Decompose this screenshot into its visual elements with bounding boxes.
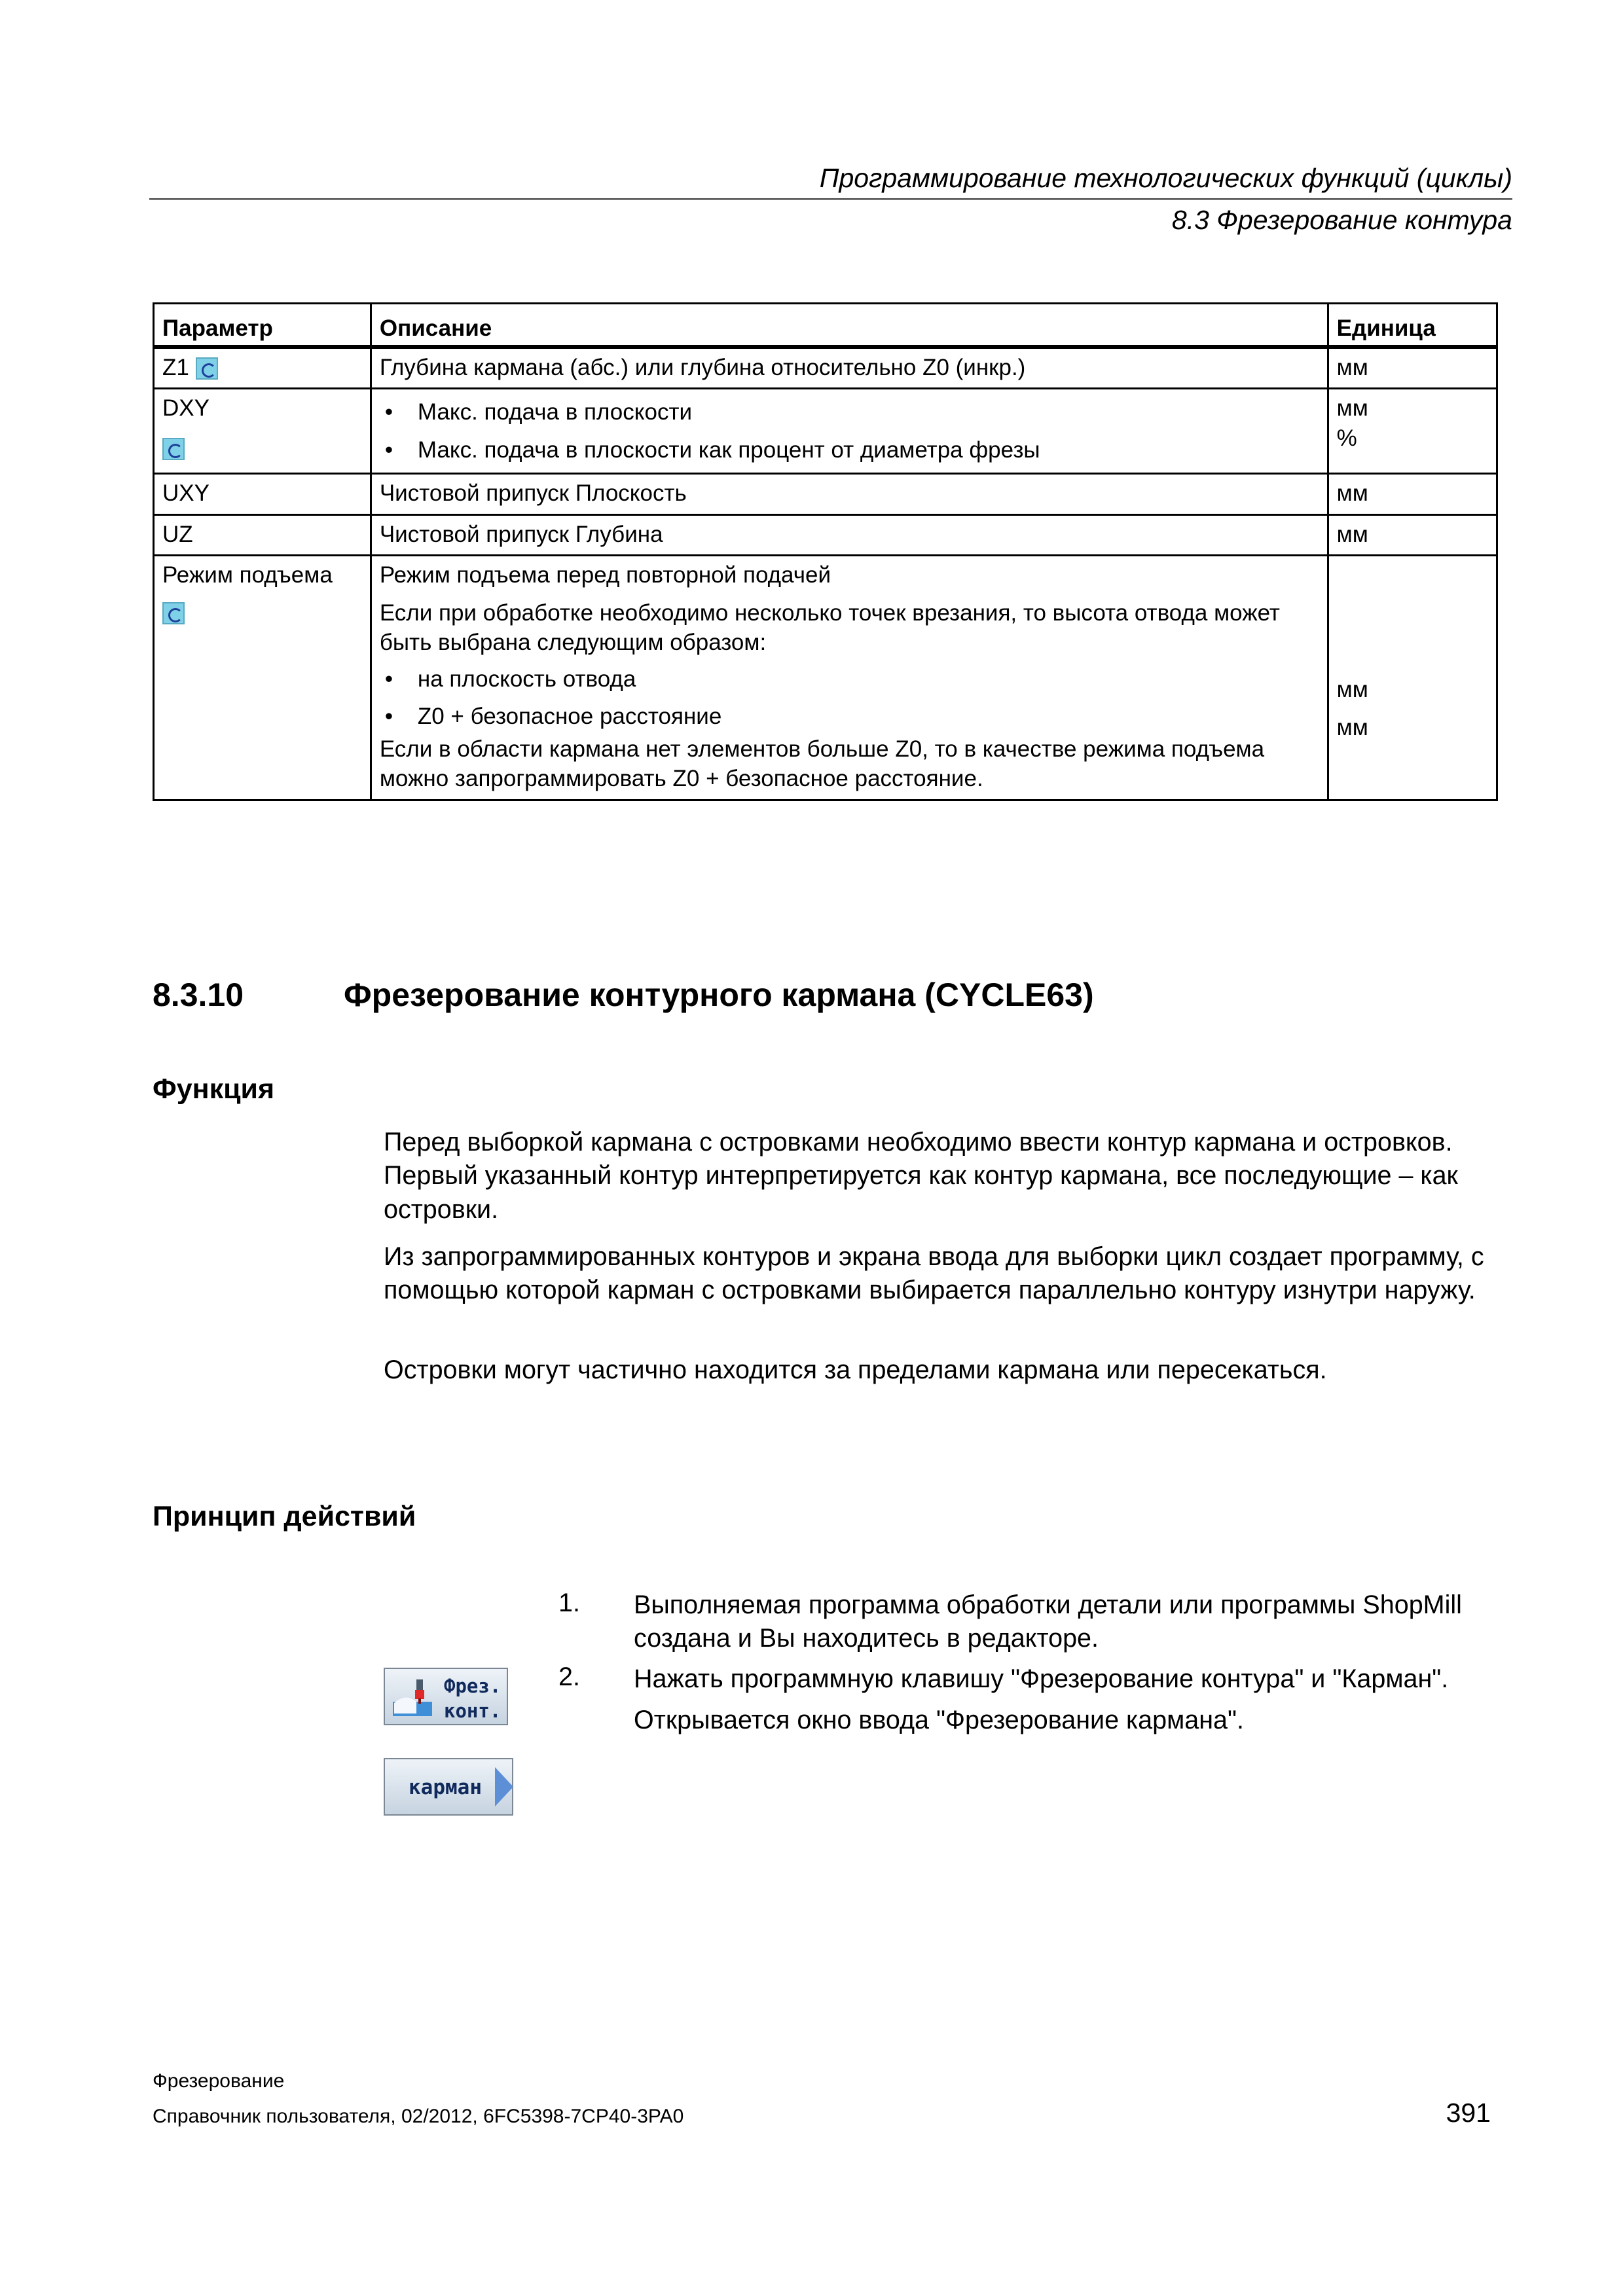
step-number: 1. (558, 1588, 580, 1617)
param-name: Режим подъема (162, 562, 333, 588)
cell-description (371, 389, 1328, 474)
page-number: 391 (1446, 2098, 1491, 2128)
table-row-uxy (154, 474, 1497, 515)
cell-description: Чистовой припуск Плоскость (371, 474, 1328, 515)
running-header-chapter: Программирование технологических функций (циклы) (819, 163, 1512, 193)
function-paragraph: Островки могут частично находится за пределами кармана или пересекаться. (384, 1355, 1327, 1384)
cell-description: Чистовой припуск Глубина (371, 514, 1328, 556)
pocket-softkey[interactable]: карман (384, 1758, 513, 1816)
cell-unit: мм (1328, 514, 1497, 556)
bullet-item: • Z0 + безопасное расстояние (384, 704, 722, 729)
column-header-description: Описание (371, 304, 1328, 347)
param-name: DXY (162, 395, 210, 421)
cell-description: Глубина кармана (абс.) или глубина относительно Z0 (инкр.) (371, 347, 1328, 389)
table-row-z1 (154, 347, 1497, 389)
function-paragraph: Перед выборкой кармана с островками необходимо ввести контур кармана и островков. Первый указанный контур интерпретируется как контур кармана, все последующие – как островки. (384, 1128, 1458, 1224)
step-result: Открывается окно ввода "Фрезерование кармана". (634, 1706, 1245, 1734)
principle-heading: Принцип действий (153, 1501, 416, 1532)
contour-milling-softkey[interactable]: Фрез. конт. (384, 1668, 508, 1725)
step-text: Выполняемая программа обработки детали или программы ShopMill создана и Вы находитесь в редакторе. (634, 1590, 1462, 1653)
table-row-lift-mode (154, 556, 1497, 800)
cell-param: UZ (154, 514, 371, 556)
bullet-item: • на плоскость отвода (384, 666, 636, 692)
cell-unit: мм (1328, 474, 1497, 515)
toggle-icon[interactable] (196, 357, 218, 380)
footer-title: Фрезерование (153, 2070, 285, 2092)
table-row-dxy (154, 389, 1497, 474)
toggle-icon[interactable] (162, 602, 185, 624)
table-row-uz (154, 514, 1497, 556)
toggle-icon[interactable] (162, 438, 185, 460)
cell-param: UXY (154, 474, 371, 515)
running-header-section: 8.3 Фрезерование контура (1171, 205, 1512, 235)
cell-unit: мм (1328, 347, 1497, 389)
cell-description: Режим подъема перед повторной подачей Если при обработке необходимо несколько точек врезания, то высота отвода может быть выбрана следующим образом: • на плоскость отвода • Z0 + безопасное расстояние Если в области кармана нет элементов больше Z0, то в качестве режима подъема можно запрограммировать Z0 + безопасное расстояние. (371, 556, 1328, 800)
column-header-unit: Единица (1328, 304, 1497, 347)
function-heading: Функция (153, 1073, 275, 1105)
cell-unit: мм % (1328, 389, 1497, 474)
function-paragraph: Из запрограммированных контуров и экрана ввода для выборки цикл создает программу, с помощью которой карман с островками выбирается параллельно контуру изнутри наружу. (384, 1242, 1484, 1305)
section-title: Фрезерование контурного кармана (CYCLE63) (344, 977, 1094, 1013)
footer-manual: Справочник пользователя, 02/2012, 6FC5398-7CP40-3PA0 (153, 2106, 684, 2127)
param-name: Z1 (162, 354, 189, 380)
arrow-right-icon (495, 1767, 513, 1806)
step-number: 2. (558, 1662, 580, 1691)
cell-unit: мм мм (1328, 556, 1497, 800)
cell-param (154, 347, 371, 389)
cell-param (154, 389, 371, 474)
table-header-row (154, 304, 1497, 347)
column-header-parameter: Параметр (154, 304, 371, 347)
cell-param (154, 556, 371, 800)
bullet-item: • Макс. подача в плоскости (384, 399, 693, 425)
section-number: 8.3.10 (153, 977, 244, 1013)
step-text: Нажать программную клавишу "Фрезерование контура" и "Карман". (634, 1664, 1449, 1693)
contour-milling-icon (390, 1677, 436, 1719)
bullet-item: • Макс. подача в плоскости как процент от диаметра фрезы (384, 437, 1040, 463)
parameter-table (153, 302, 1498, 801)
header-rule (149, 198, 1512, 200)
